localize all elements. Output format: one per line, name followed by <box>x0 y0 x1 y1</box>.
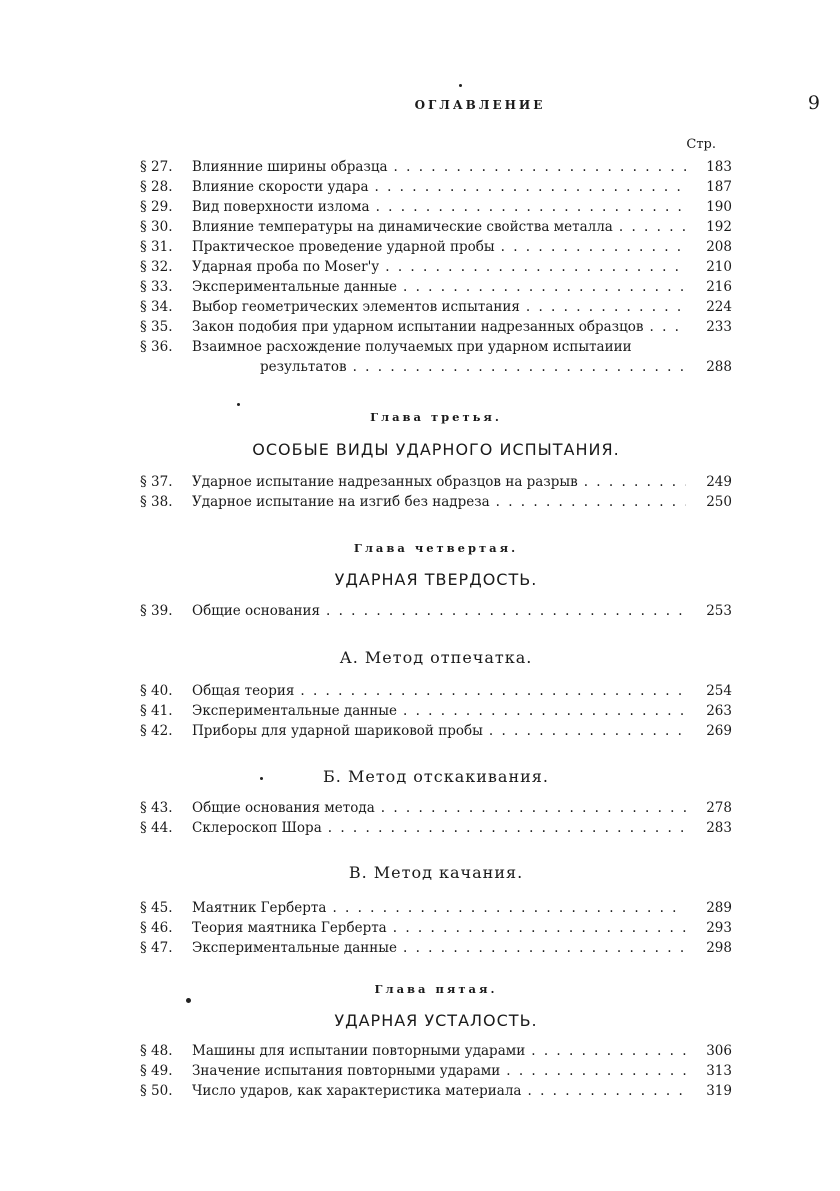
entry-title: Экспериментальные данные <box>192 940 397 956</box>
section-number: § 32. <box>140 259 173 275</box>
section-number: § 33. <box>140 279 173 295</box>
scan-speck <box>186 998 191 1003</box>
section-number: § 43. <box>140 800 173 816</box>
entry-title: Практическое проведение ударной пробы <box>192 239 495 255</box>
entry-page: 289 <box>706 900 732 916</box>
section-number: § 36. <box>140 339 173 355</box>
toc-entry[interactable] <box>140 337 732 377</box>
entry-title: Экспериментальные данные <box>192 703 397 719</box>
entry-title: Общая теория <box>192 683 295 699</box>
entry-page: 250 <box>706 494 732 510</box>
toc-entry[interactable] <box>140 918 732 938</box>
toc-entry[interactable] <box>140 277 732 297</box>
entry-page: 210 <box>706 259 732 275</box>
running-head <box>140 92 820 122</box>
section-number: § 41. <box>140 703 173 719</box>
entry-page: 293 <box>706 920 732 936</box>
section-number: § 44. <box>140 820 173 836</box>
entry-page: 306 <box>706 1043 732 1059</box>
entry-page: 183 <box>706 159 732 175</box>
toc-entry[interactable] <box>140 681 732 701</box>
entry-title: Влиянние ширины образца <box>192 159 388 175</box>
entry-title: Закон подобия при ударном испытании надрезанных образцов <box>192 319 644 335</box>
entry-title-cont: результатов <box>260 359 347 375</box>
entry-title: Ударное испытание на изгиб без надреза <box>192 494 490 510</box>
section-number: § 42. <box>140 723 173 739</box>
toc-entry[interactable] <box>140 601 732 621</box>
entry-page: 278 <box>706 800 732 816</box>
entry-title: Вид поверхности излома <box>192 199 370 215</box>
entry-title: Выбор геометрических элементов испытания <box>192 299 520 315</box>
toc-entry[interactable] <box>140 237 732 257</box>
part-b-title: Б. Метод отскакивания. <box>323 767 549 786</box>
toc-entry[interactable] <box>140 492 732 512</box>
running-title: ОГЛАВЛЕНИЕ <box>414 98 546 112</box>
toc-entry[interactable] <box>140 177 732 197</box>
toc-entry[interactable] <box>140 317 732 337</box>
section-number: § 47. <box>140 940 173 956</box>
section-number: § 29. <box>140 199 173 215</box>
toc-entry[interactable] <box>140 1081 732 1101</box>
entry-title: Влияние температуры на динамические свойства металла <box>192 219 613 235</box>
toc-entry[interactable] <box>140 217 732 237</box>
entry-title: Приборы для ударной шариковой пробы <box>192 723 483 739</box>
part-c-title: В. Метод качания. <box>348 863 524 882</box>
chapter-3-label: Глава третья. <box>370 410 502 424</box>
entry-page: 283 <box>706 820 732 836</box>
entry-page: 233 <box>706 319 732 335</box>
entry-title: Общие основания метода <box>192 800 375 816</box>
part-a-title: А. Метод отпечатка. <box>339 648 533 667</box>
entry-title: Общие основания <box>192 603 320 619</box>
chapter-5-title: УДАРНАЯ УСТАЛОСТЬ. <box>334 1011 538 1030</box>
section-number: § 45. <box>140 900 173 916</box>
entry-title: Значение испытания повторными ударами <box>192 1063 501 1079</box>
section-number: § 49. <box>140 1063 173 1079</box>
entry-title: Ударная проба по Moser'у <box>192 259 380 275</box>
entry-page: 298 <box>706 940 732 956</box>
entry-page: 187 <box>706 179 732 195</box>
entry-page: 208 <box>706 239 732 255</box>
section-number: § 37. <box>140 474 173 490</box>
entry-page: 288 <box>706 359 732 375</box>
entry-page: 269 <box>706 723 732 739</box>
entry-page: 254 <box>706 683 732 699</box>
entry-page: 313 <box>706 1063 732 1079</box>
section-number: § 50. <box>140 1083 173 1099</box>
scan-speck <box>459 84 462 87</box>
toc-entry[interactable] <box>140 701 732 721</box>
toc-entry[interactable] <box>140 1041 732 1061</box>
entry-page: 190 <box>706 199 732 215</box>
entry-page: 263 <box>706 703 732 719</box>
page-number: 9 <box>807 92 820 114</box>
entry-page: 224 <box>706 299 732 315</box>
toc-entry[interactable] <box>140 938 732 958</box>
toc-block-chapter5 <box>140 1041 732 1101</box>
entry-page: 192 <box>706 219 732 235</box>
toc-entry[interactable] <box>140 197 732 217</box>
toc-entry[interactable] <box>140 157 732 177</box>
section-number: § 34. <box>140 299 173 315</box>
toc-entry[interactable] <box>140 472 732 492</box>
page-column-label: Стр. <box>686 137 716 152</box>
section-number: § 30. <box>140 219 173 235</box>
section-number: § 31. <box>140 239 173 255</box>
entry-title: Маятник Герберта <box>192 900 327 916</box>
entry-title: Экспериментальные данные <box>192 279 397 295</box>
section-number: § 35. <box>140 319 173 335</box>
section-number: § 38. <box>140 494 173 510</box>
toc-entry[interactable] <box>140 898 732 918</box>
chapter-4-label: Глава четвертая. <box>353 541 519 555</box>
entry-title: Теория маятника Герберта <box>192 920 387 936</box>
toc-entry[interactable] <box>140 721 732 741</box>
toc-entry[interactable] <box>140 798 732 818</box>
toc-entry[interactable] <box>140 1061 732 1081</box>
entry-title: Склероскоп Шора <box>192 820 322 836</box>
toc-block-chapter2 <box>140 157 732 377</box>
toc-block-part-a <box>140 681 732 741</box>
entry-title: Число ударов, как характеристика материала <box>192 1083 522 1099</box>
toc-block-part-c <box>140 898 732 958</box>
scan-speck <box>237 403 240 406</box>
section-number: § 28. <box>140 179 173 195</box>
entry-page: 253 <box>706 603 732 619</box>
toc-entry[interactable] <box>140 297 732 317</box>
section-number: § 48. <box>140 1043 173 1059</box>
toc-block-chapter4 <box>140 601 732 621</box>
chapter-5-label: Глава пятая. <box>374 982 498 996</box>
toc-block-part-b <box>140 798 732 838</box>
toc-entry[interactable] <box>140 818 732 838</box>
entry-page: 216 <box>706 279 732 295</box>
entry-title: Машины для испытании повторными ударами <box>192 1043 526 1059</box>
chapter-3-title: ОСОБЫЕ ВИДЫ УДАРНОГО ИСПЫТАНИЯ. <box>252 440 620 459</box>
toc-entry[interactable] <box>140 257 732 277</box>
chapter-4-title: УДАРНАЯ ТВЕРДОСТЬ. <box>334 570 538 589</box>
section-number: § 46. <box>140 920 173 936</box>
section-number: § 27. <box>140 159 173 175</box>
entry-page: 249 <box>706 474 732 490</box>
entry-title: Влияние скорости удара <box>192 179 369 195</box>
entry-page: 319 <box>706 1083 732 1099</box>
section-number: § 40. <box>140 683 173 699</box>
scan-speck <box>260 777 263 780</box>
entry-title: Ударное испытание надрезанных образцов на разрыв <box>192 474 578 490</box>
toc-block-chapter3 <box>140 472 732 512</box>
entry-title: Взаимное расхождение получаемых при ударном испытаиии <box>192 339 632 355</box>
section-number: § 39. <box>140 603 173 619</box>
